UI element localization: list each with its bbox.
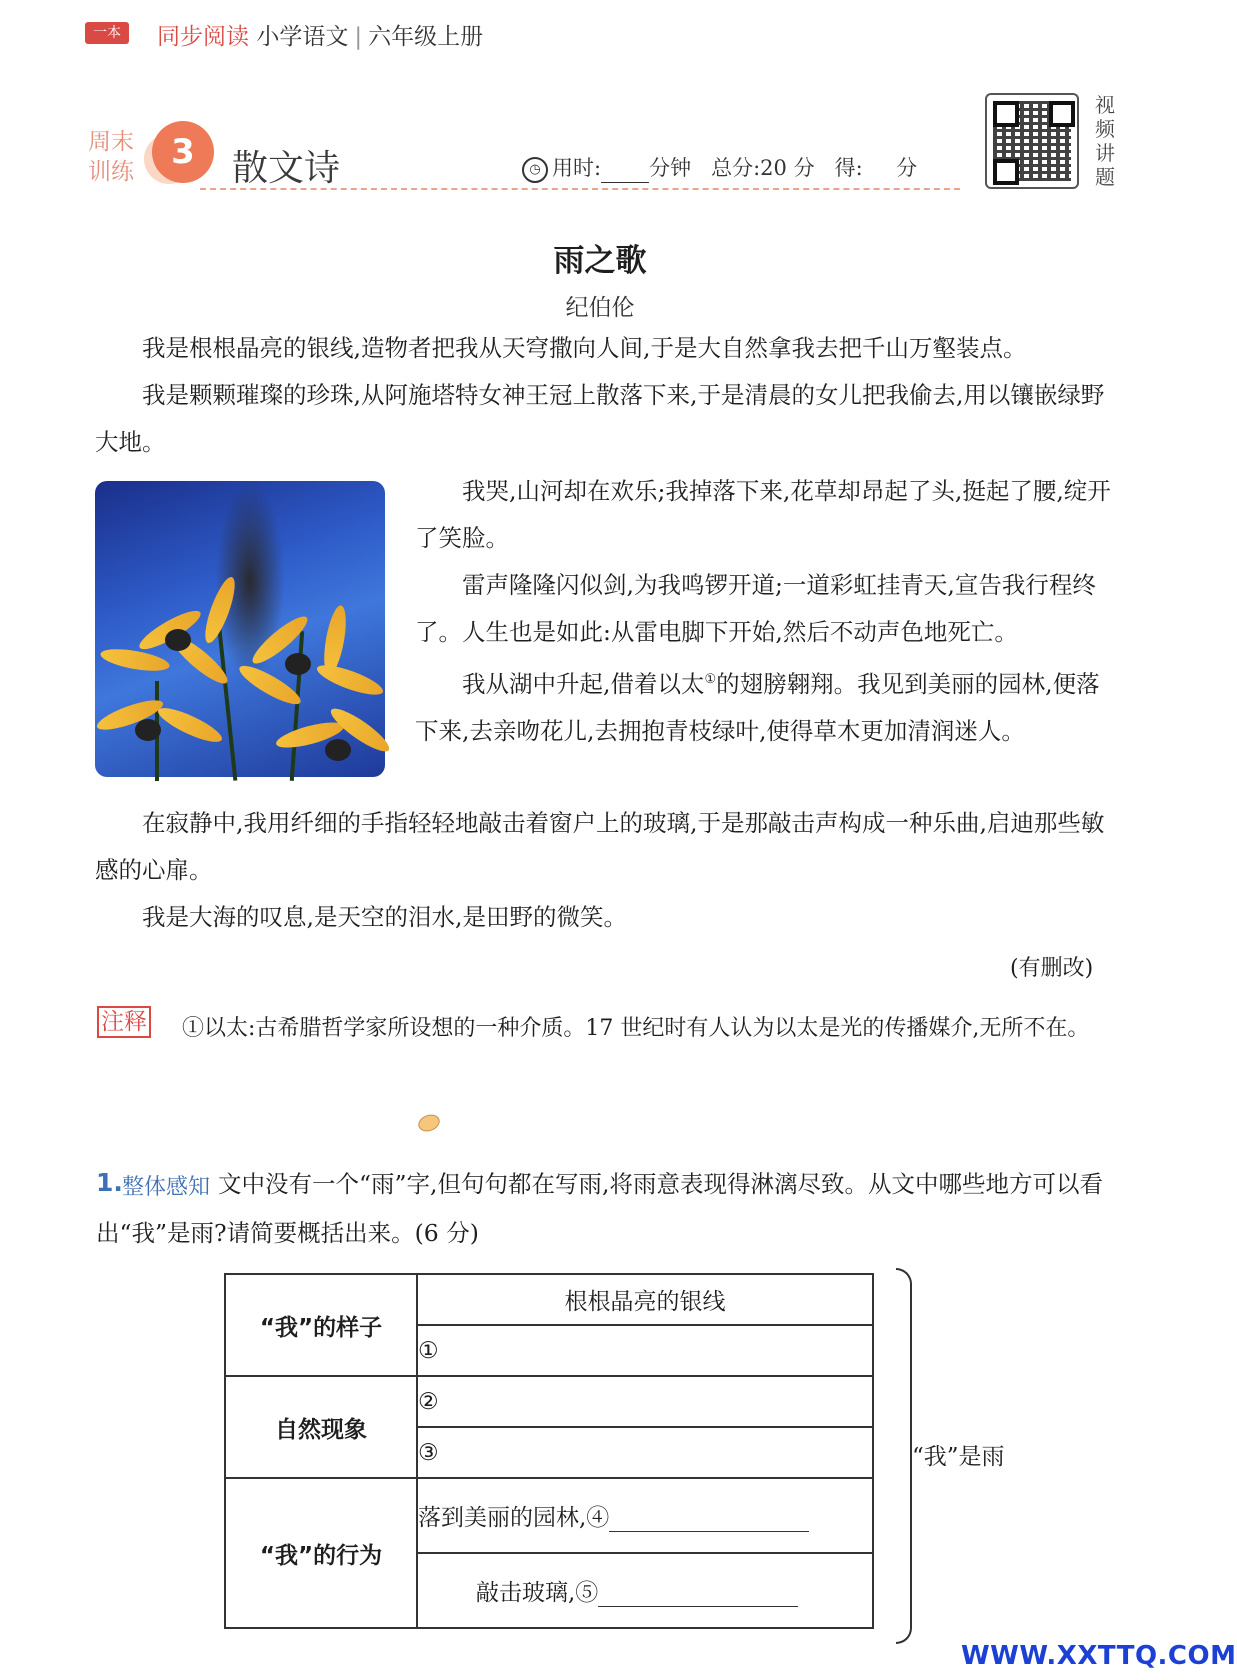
cell-silver-line: 根根晶亮的银线: [417, 1274, 873, 1325]
clock-icon: ◷: [522, 157, 548, 183]
answer-table: [224, 1273, 874, 1629]
divider: [200, 188, 960, 190]
subject-name: 小学语文: [256, 24, 349, 50]
paragraph-4: 雷声隆隆闪似剑,为我鸣锣开道;一道彩虹挂青天,宣告我行程终了。人生也是如此:从雷电脚下开始,然后不动声色地死亡。: [415, 571, 1096, 646]
paragraph-2: 我是颗颗璀璨的珍珠,从阿施塔特女神王冠上散落下来,于是清晨的女儿把我偷去,用以镶嵌绿野大地。: [95, 381, 1105, 456]
time-blank[interactable]: [601, 162, 649, 183]
annotation-text: ①以太:古希腊哲学家所设想的一种介质。17 世纪时有人认为以太是光的传播媒介,无所不在。: [182, 1016, 1090, 1041]
answer-cell-3[interactable]: ③: [417, 1427, 873, 1478]
paragraph-7: 我是大海的叹息,是天空的泪水,是田野的微笑。: [142, 903, 627, 931]
row-head-appearance: “我”的样子: [225, 1274, 417, 1376]
seed-icon: [416, 1112, 442, 1135]
question-category: 整体感知: [122, 1175, 211, 1200]
paragraph-1: 我是根根晶亮的银线,造物者把我从天穹撒向人间,于是大自然拿我去把千山万壑装点。: [142, 334, 1027, 362]
row-head-behavior: “我”的行为: [225, 1478, 417, 1628]
brace: [896, 1268, 912, 1644]
series-name: 同步阅读: [157, 24, 249, 50]
conclusion-text: “我”是雨: [912, 1444, 1005, 1470]
answer-cell-4[interactable]: 落到美丽的园林,④: [417, 1478, 873, 1553]
article-author: 纪伯伦: [565, 295, 635, 321]
answer-cell-2[interactable]: ②: [417, 1376, 873, 1427]
question-number: 1.: [96, 1168, 123, 1197]
question-text: 文中没有一个“雨”字,但句句都在写雨,将雨意表现得淋漓尽致。从文中哪些地方可以看出“我”是雨?请简要概括出来。(6 分): [96, 1170, 1103, 1247]
article-title: 雨之歌: [553, 243, 647, 279]
book-series: 同步阅读 小学语文 | 六年级上册: [157, 24, 484, 50]
annotation-label: 注释: [97, 1006, 151, 1038]
paragraph-6: 在寂静中,我用纤细的手指轻轻地敲击着窗户上的玻璃,于是那敲击声构成一种乐曲,启迪那些敏感的心扉。: [95, 809, 1105, 884]
row-head-nature: 自然现象: [225, 1376, 417, 1478]
flower-photo: [95, 481, 385, 777]
total-score: 总分:20 分: [711, 156, 815, 180]
answer-cell-1[interactable]: ①: [417, 1325, 873, 1376]
grade-name: 六年级上册: [368, 24, 484, 50]
section-number: 3: [152, 121, 214, 183]
source-note: (有删改): [1010, 956, 1094, 981]
paragraph-3: 我哭,山河却在欢乐;我掉落下来,花草却昂起了头,挺起了腰,绽开了笑脸。: [415, 477, 1111, 552]
watermark: WWW.XXTTQ.COM: [961, 1641, 1237, 1671]
paragraph-5: 我从湖中升起,借着以太①的翅膀翱翔。我见到美丽的园林,便落下来,去亲吻花儿,去拥抱青枝绿叶,使得草木更加清润迷人。: [415, 669, 1100, 745]
video-explain-label: 视频讲题: [1095, 93, 1115, 189]
brand-badge: 一本: [85, 22, 129, 44]
score-bar: ◷ 用时: 分钟 总分:20 分 得: 分: [522, 152, 917, 183]
qr-code-icon[interactable]: [985, 93, 1079, 189]
weekend-training-label: 周末 训练: [88, 129, 134, 185]
answer-cell-5[interactable]: 敲击玻璃,⑤: [417, 1553, 873, 1628]
section-title: 散文诗: [232, 148, 341, 189]
